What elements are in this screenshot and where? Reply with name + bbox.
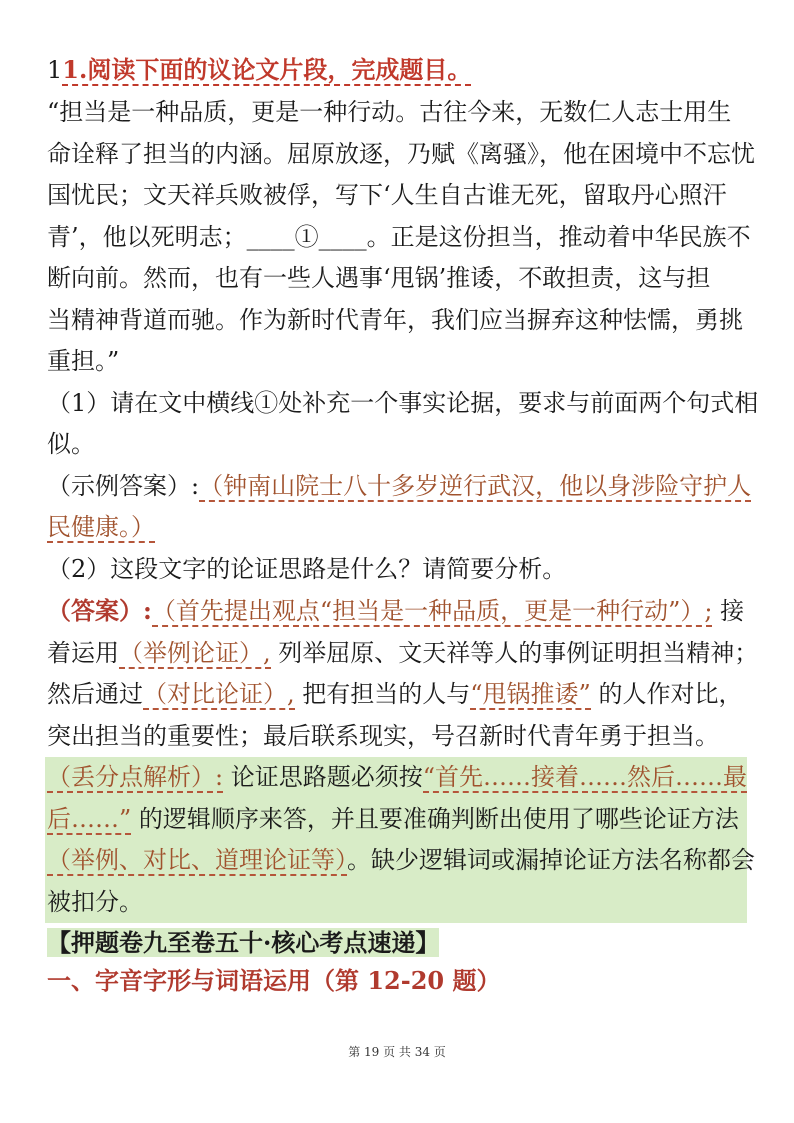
analysis-line (47, 757, 747, 799)
analysis-label: （丢分点解析）: (47, 763, 224, 791)
sample-answer (47, 507, 747, 549)
answer-key-point: “甩锅推诿” (470, 680, 591, 708)
analysis-text: 。缺少逻辑词或漏掉论证方法名称都会 (347, 846, 755, 874)
answer-text: 着运用 (47, 638, 119, 667)
sub-question-text: （2）这段文字的论证思路是什么？请简要分析。 (47, 554, 567, 583)
question-number-prefix: 1 (47, 56, 63, 84)
passage-line (47, 217, 751, 259)
analysis-line (47, 840, 755, 882)
passage-text: 。正是这份担当，推动着中华民族不 (366, 222, 751, 251)
passage-line: 重担。” (47, 347, 120, 375)
sub-question-text: 似。 (47, 430, 95, 458)
sample-answer-label: （示例答案）: (47, 471, 200, 500)
answer-text: 的人作对比， (590, 680, 743, 708)
page-footer: 第 19 页 共 34 页 (348, 1045, 446, 1059)
answer-key-point: （对比论证）, (143, 680, 295, 708)
section-heading-text: 【押题卷九至卷五十·核心考点速递】 (47, 928, 440, 957)
answer-line (47, 674, 747, 716)
answer-text: 然后通过 (47, 680, 143, 708)
analysis-text: 论证思路题必须按 (223, 763, 423, 791)
sub-question-1 (47, 383, 759, 549)
section-heading (47, 925, 747, 961)
section-subheading: 一、字音字形与词语运用（第 12-20 题） (47, 966, 501, 995)
document-body (47, 52, 759, 1001)
analysis-key-point: （举例、对比、道理论证等） (47, 846, 347, 874)
passage-line: 当精神背道而驰。作为新时代青年，我们应当摒弃这种怯懦，勇挑 (47, 305, 743, 334)
analysis-key-point: 后……” (47, 804, 132, 833)
sample-answer (47, 466, 752, 508)
analysis-box (45, 757, 755, 923)
analysis-line (47, 799, 747, 841)
answer-line: 突出担当的重要性；最后联系现实，号召新时代青年勇于担当。 (47, 721, 719, 750)
question-title (47, 52, 747, 88)
passage (47, 92, 755, 383)
sub-question-text: （1）请在文中横线①处补充一个事实论据，要求与前面两个句式相 (47, 388, 759, 417)
answer-blank-1: ____①____ (246, 222, 367, 251)
analysis-line: 被扣分。 (47, 887, 143, 916)
question-title-text: 1.阅读下面的议论文片段，完成题目。 (62, 55, 472, 84)
analysis-text: 的逻辑顺序来答，并且要准确判断出使用了哪些论证方法 (131, 804, 739, 833)
sample-answer-text: （钟南山院士八十多岁逆行武汉，他以身涉险守护人 (199, 471, 752, 500)
passage-line: 国忧民；文天祥兵败被俘，写下‘人生自古谁无死，留取丹心照汗 (47, 181, 727, 209)
answer-text: 接 (712, 597, 745, 625)
answer-label: （答案）: (47, 596, 152, 625)
passage-line: 断向前。然而，也有一些人遇事‘甩锅’推诿，不敢担责，这与担 (47, 264, 711, 292)
sample-answer-text: 民健康。） (47, 513, 155, 541)
answer-text: 列举屈原、文天祥等人的事例证明担当精神； (270, 638, 759, 667)
answer-text: 把有担当的人与 (294, 680, 471, 708)
analysis-key-point: “首先……接着……然后……最 (422, 763, 748, 791)
answer-line (47, 633, 759, 675)
passage-text: 青’，他以死明志； (47, 222, 247, 251)
answer-key-point: （举例论证）, (119, 638, 271, 667)
passage-line: “担当是一种品质，更是一种行动。古往今来，无数仁人志士用生 (47, 98, 732, 126)
passage-line: 命诠释了担当的内涵。屈原放逐，乃赋《离骚》，他在困境中不忘忧 (47, 139, 755, 168)
answer-line (47, 590, 747, 633)
answer-key-point: （首先提出观点“担当是一种品质，更是一种行动”）; (151, 597, 713, 625)
sub-question-2 (47, 549, 759, 758)
